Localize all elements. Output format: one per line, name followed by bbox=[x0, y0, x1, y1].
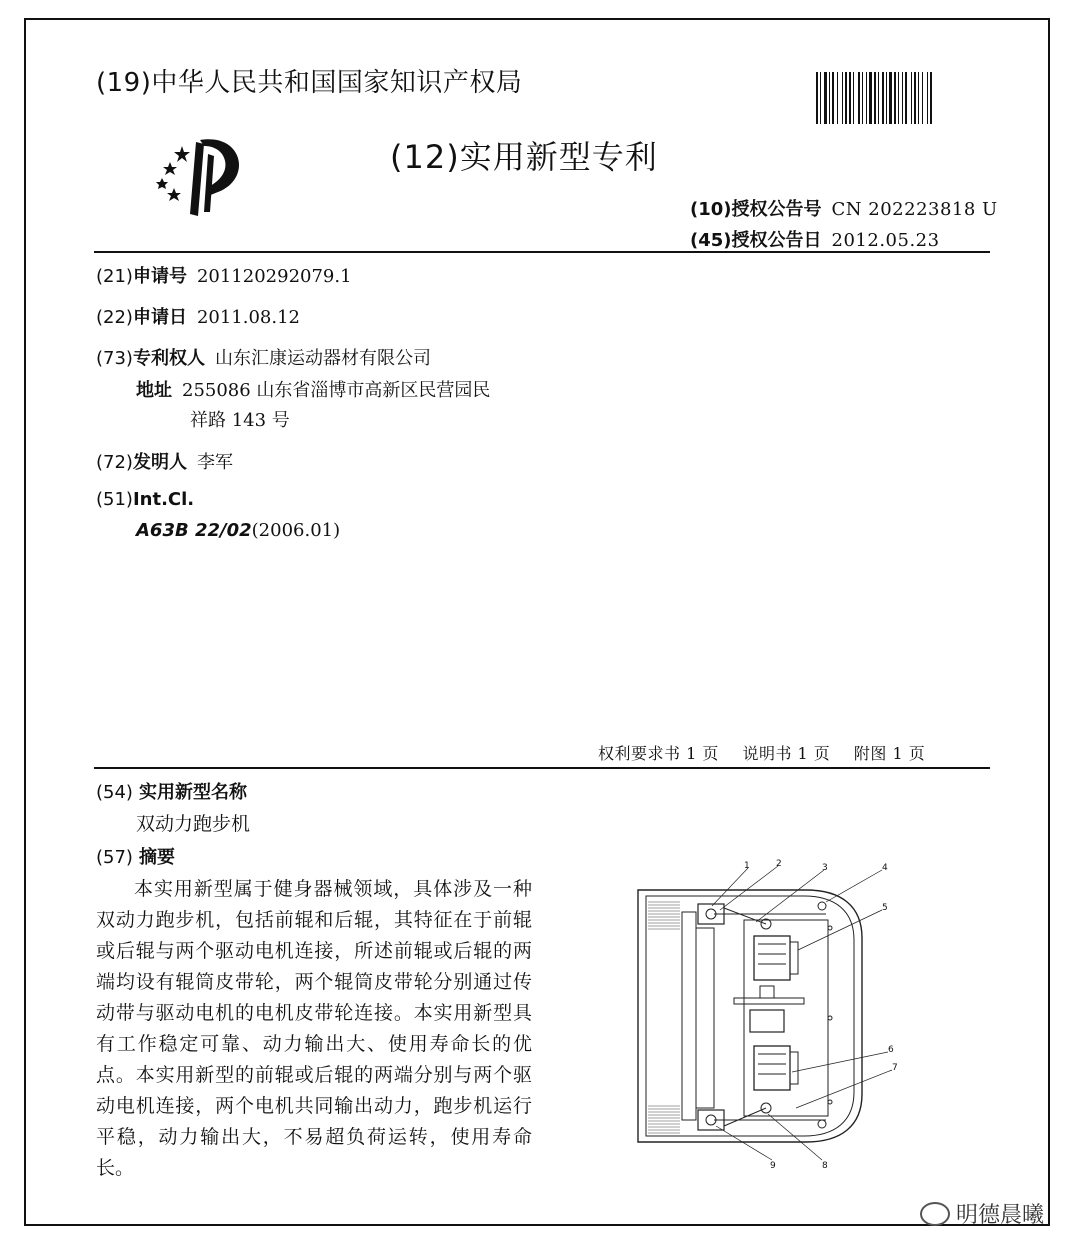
patentee-value: 山东汇康运动器材有限公司 bbox=[214, 348, 431, 369]
inventor-field bbox=[96, 448, 233, 474]
address-label: 地址 bbox=[136, 380, 172, 401]
field-code: (21) bbox=[96, 266, 133, 287]
callout-label: 3 bbox=[822, 863, 828, 873]
watermark-text: 明德晨曦 bbox=[955, 1203, 1044, 1228]
ipc-version: (2006.01) bbox=[251, 520, 341, 541]
field-label: 摘要 bbox=[138, 847, 175, 868]
callout-label: 2 bbox=[776, 859, 782, 869]
field-code: (22) bbox=[96, 307, 133, 328]
application-date-value: 2011.08.12 bbox=[196, 307, 301, 328]
utility-model-title-heading bbox=[96, 778, 247, 804]
field-label: 申请号 bbox=[132, 266, 187, 287]
field-code: (57) bbox=[96, 847, 133, 868]
utility-model-title: 双动力跑步机 bbox=[136, 813, 251, 835]
drawing-pages: 附图 1 页 bbox=[853, 744, 926, 763]
field-code: (51) bbox=[96, 489, 133, 510]
cnipa-emblem-icon bbox=[148, 132, 258, 222]
field-label: 申请日 bbox=[132, 307, 187, 328]
ipc-class: A63B 22/02 bbox=[136, 520, 252, 541]
field-code: (72) bbox=[96, 452, 133, 473]
callout-label: 4 bbox=[882, 863, 888, 873]
ipc-classification bbox=[136, 520, 340, 541]
application-number-value: 201120292079.1 bbox=[196, 266, 352, 287]
publication-date-row bbox=[690, 226, 940, 252]
description-pages: 说明书 1 页 bbox=[742, 744, 831, 763]
address-field bbox=[136, 376, 490, 402]
publication-date-label: (45)授权公告日 bbox=[690, 230, 822, 251]
abstract-text: 本实用新型属于健身器械领域，具体涉及一种双动力跑步机，包括前辊和后辊，其特征在于前辊或后辊与两个驱动电机连接，所述前辊或后辊的两端均设有辊筒皮带轮，两个辊筒皮带轮分别通过传动带与驱动电机的电机皮带轮连接。本实用新型具有工作稳定可靠、动力输出大、使用寿命长的优点。本实用新型的前辊或后辊的两端分别与两个驱动电机连接，两个电机共同输出动力，跑步机运行平稳，动力输出大，不易超负荷运转，使用寿命长。 bbox=[96, 878, 532, 1179]
callout-label: 8 bbox=[822, 1161, 828, 1171]
abstract-heading bbox=[96, 843, 175, 869]
issuing-office: (19)中华人民共和国国家知识产权局 bbox=[96, 68, 523, 98]
field-code: (73) bbox=[96, 348, 133, 369]
callout-label: 7 bbox=[892, 1063, 898, 1073]
publication-number-row bbox=[690, 195, 998, 221]
callout-label: 5 bbox=[882, 903, 888, 913]
field-label: 实用新型名称 bbox=[138, 782, 247, 803]
wechat-icon bbox=[920, 1202, 950, 1226]
address-value-line2: 祥路 143 号 bbox=[190, 410, 290, 431]
treadmill-drawing bbox=[626, 858, 908, 1174]
barcode bbox=[816, 72, 990, 124]
watermark bbox=[920, 1198, 1044, 1229]
field-code: (54) bbox=[96, 782, 133, 803]
body-divider bbox=[94, 767, 990, 769]
inventor-value: 李军 bbox=[196, 452, 233, 473]
application-date-field bbox=[96, 303, 300, 329]
application-number-field bbox=[96, 262, 352, 288]
claims-pages: 权利要求书 1 页 bbox=[598, 744, 719, 763]
patentee-field bbox=[96, 344, 431, 370]
callout-label: 9 bbox=[770, 1161, 776, 1171]
page-counts bbox=[598, 741, 929, 764]
field-label: 专利权人 bbox=[132, 348, 205, 369]
field-label: 发明人 bbox=[132, 452, 187, 473]
field-label: Int.Cl. bbox=[132, 489, 195, 510]
publication-date-value: 2012.05.23 bbox=[831, 230, 940, 251]
publication-number-value: CN 202223818 U bbox=[831, 199, 998, 220]
address-value-line1: 255086 山东省淄博市高新区民营园民 bbox=[182, 380, 491, 401]
document-type: (12)实用新型专利 bbox=[390, 138, 658, 176]
ipc-field bbox=[96, 489, 194, 510]
callout-label: 1 bbox=[744, 861, 750, 871]
publication-number-label: (10)授权公告号 bbox=[690, 199, 822, 220]
callout-label: 6 bbox=[888, 1045, 894, 1055]
header-divider bbox=[94, 251, 990, 253]
